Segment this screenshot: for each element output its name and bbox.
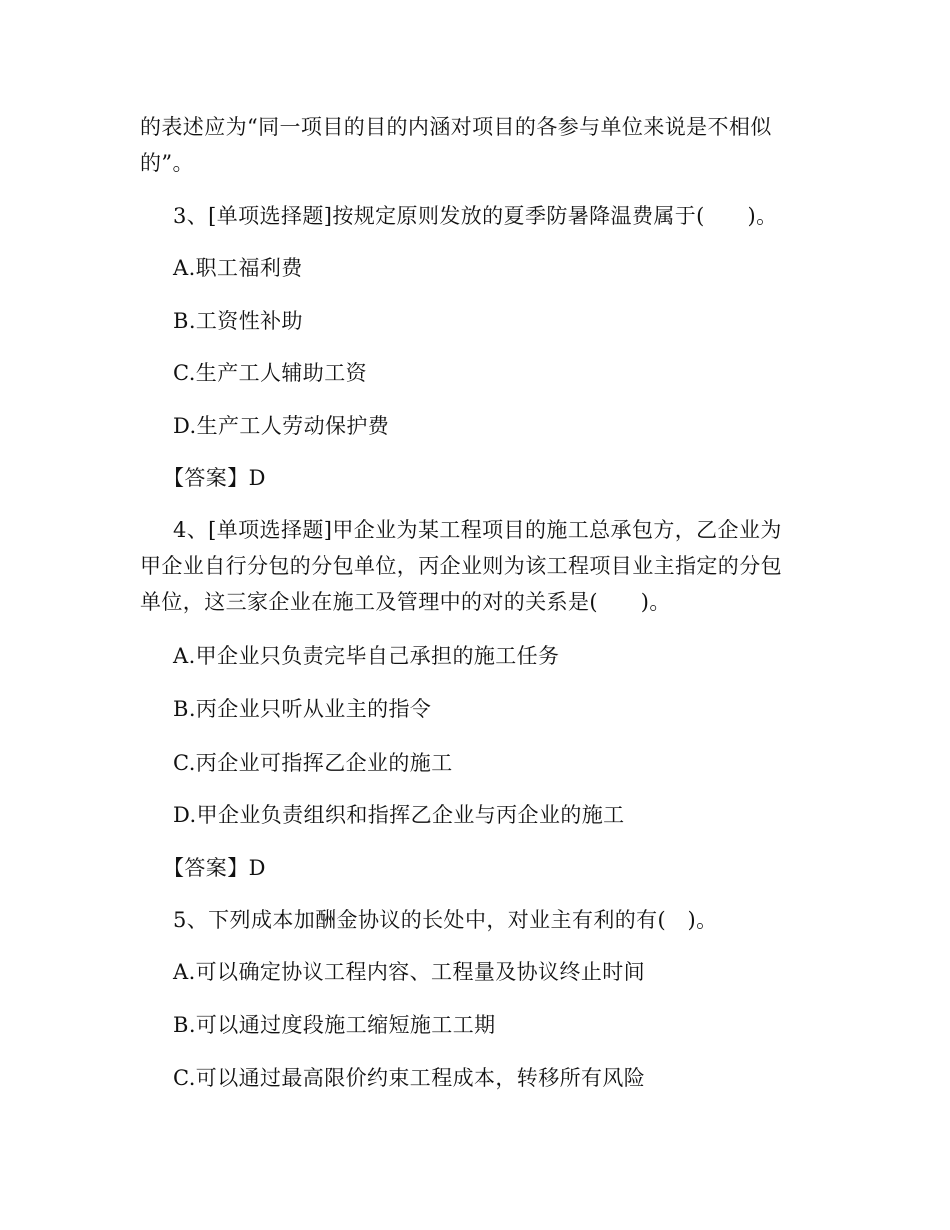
question-3-option-b: B.工资性补助 — [173, 309, 303, 333]
question-4-stem-line-2: 甲企业自行分包的分包单位，丙企业则为该工程项目业主指定的分包 — [140, 554, 782, 578]
question-4-option-b: B.丙企业只听从业主的指令 — [173, 697, 432, 721]
question-3-option-c: C.生产工人辅助工资 — [173, 361, 367, 385]
question-4-option-c: C.丙企业可指挥乙企业的施工 — [173, 751, 453, 775]
question-4-option-d: D.甲企业负责组织和指挥乙企业与丙企业的施工 — [173, 803, 625, 827]
question-4-answer: 【答案】D — [163, 856, 266, 880]
question-4-option-a: A.甲企业只负责完毕自己承担的施工任务 — [173, 644, 560, 668]
question-3-option-d: D.生产工人劳动保护费 — [173, 414, 390, 438]
question-5-stem: 5、下列成本加酬金协议的长处中，对业主有利的有( )。 — [173, 908, 718, 932]
intro-text-line-2: 的”。 — [140, 151, 194, 175]
question-3-answer: 【答案】D — [163, 466, 266, 490]
question-5-option-c: C.可以通过最高限价约束工程成本，转移所有风险 — [173, 1066, 646, 1090]
question-3-stem: 3、[单项选择题]按规定原则发放的夏季防暑降温费属于( )。 — [173, 204, 778, 228]
question-5-option-b: B.可以通过度段施工缩短施工工期 — [173, 1013, 496, 1037]
question-4-stem-line-1: 4、[单项选择题]甲企业为某工程项目的施工总承包方，乙企业为 — [173, 518, 782, 542]
question-5-option-a: A.可以确定协议工程内容、工程量及协议终止时间 — [173, 960, 646, 984]
question-4-stem-line-3: 单位，这三家企业在施工及管理中的对的关系是( )。 — [140, 590, 671, 614]
question-3-option-a: A.职工福利费 — [173, 256, 303, 280]
intro-text-line-1: 的表述应为“同一项目的目的内涵对项目的各参与单位来说是不相似 — [140, 115, 772, 139]
